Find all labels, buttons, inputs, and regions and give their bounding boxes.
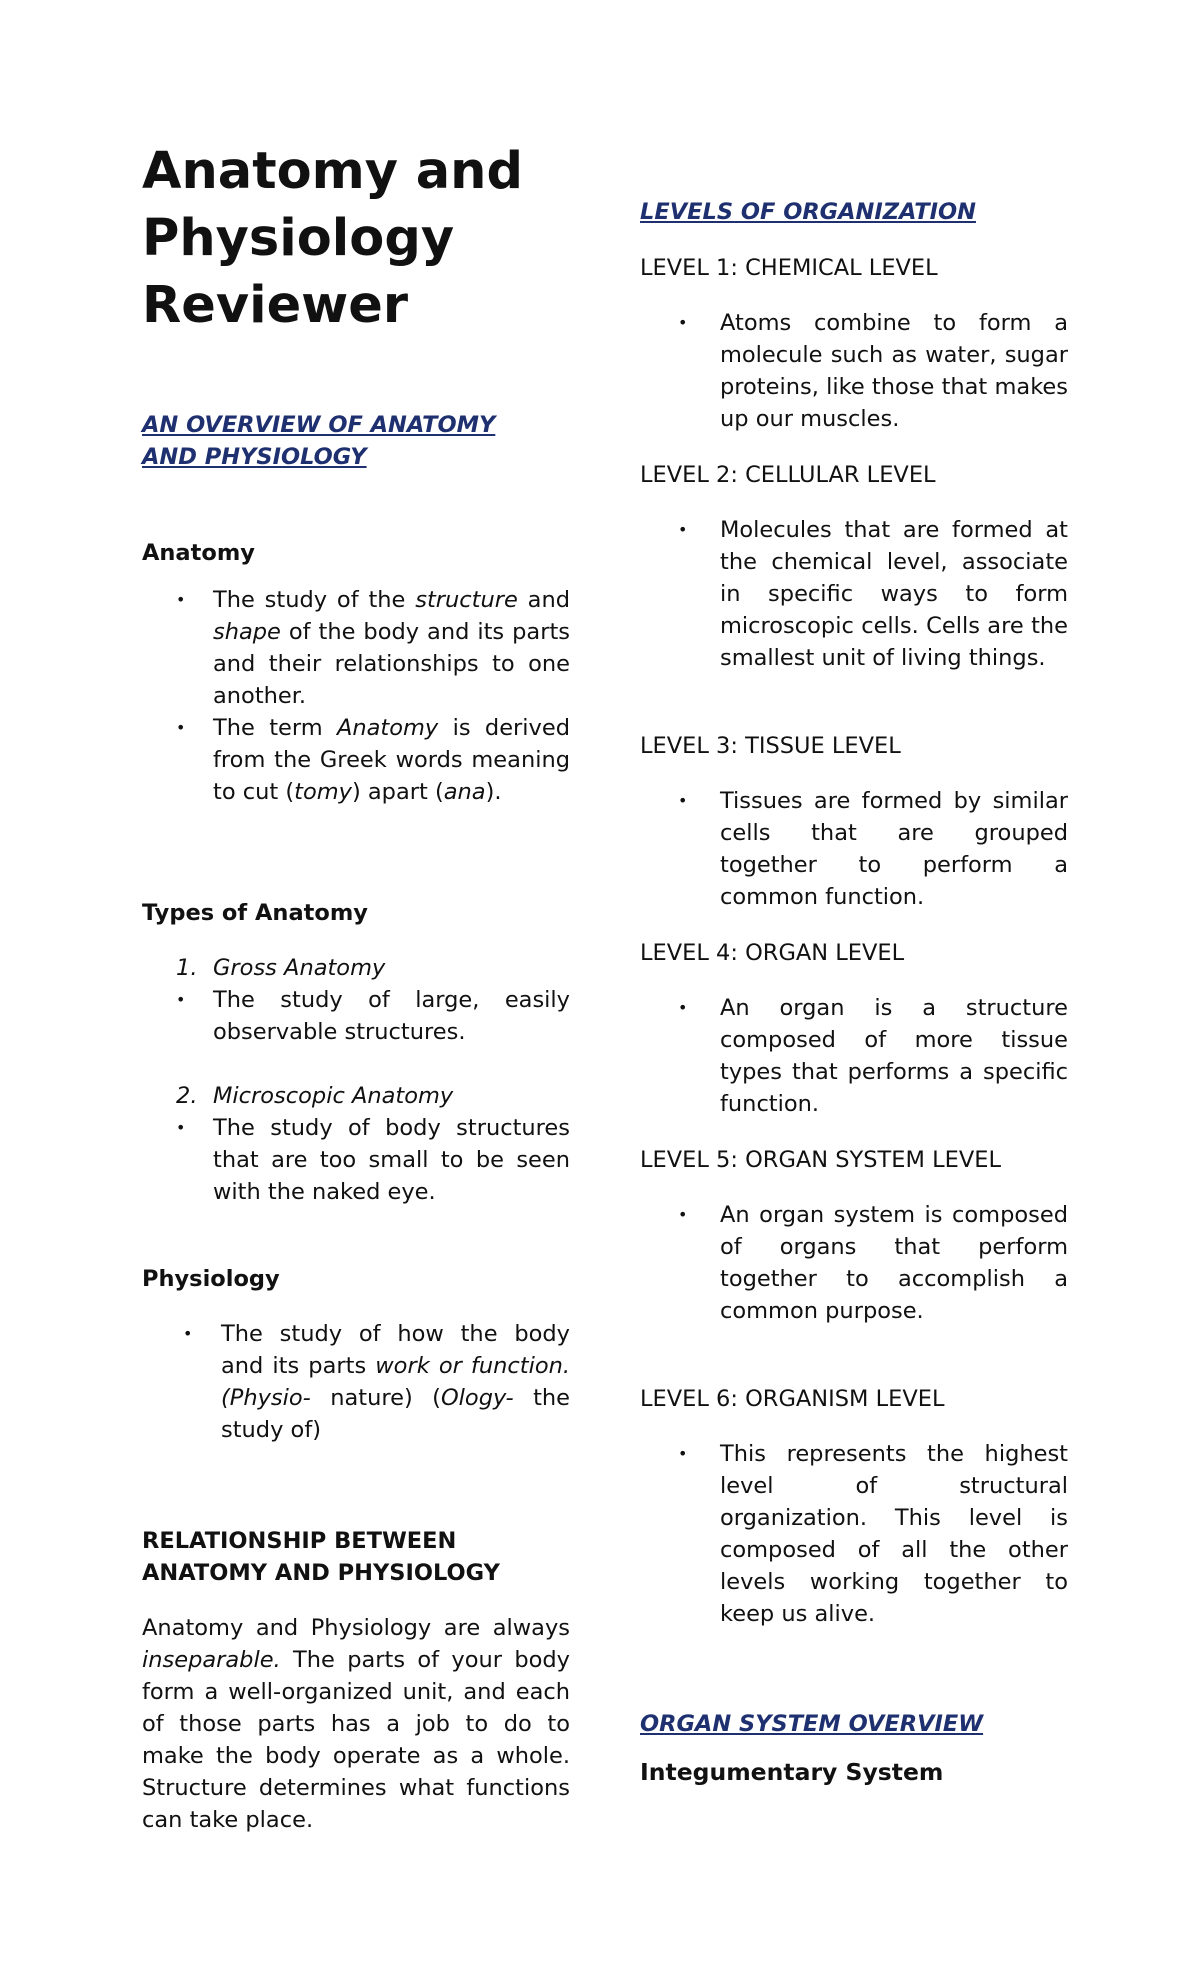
bullet-marker: •: [176, 990, 186, 1009]
bullet-marker: •: [678, 520, 688, 539]
relationship-heading: RELATIONSHIP BETWEEN ANATOMY AND PHYSIOLOGY: [142, 1528, 500, 1586]
level-1-bullet: • Atoms combine to form a molecule such as water, sugar proteins, like those that makes up our muscles.: [720, 307, 1068, 435]
overview-heading-link[interactable]: [142, 409, 495, 473]
emphasis-ology: Ology-: [440, 1385, 514, 1411]
anatomy-bullet-term: • The term Anatomy is derived from the Greek words meaning to cut (tomy) apart (ana).: [213, 712, 570, 808]
bullet-marker: •: [678, 313, 688, 332]
bullet-marker: •: [678, 791, 688, 810]
bullet-marker: •: [176, 1118, 186, 1137]
organ-system-heading-link[interactable]: ORGAN SYSTEM OVERVIEW: [640, 1711, 984, 1737]
title-line-2: Physiology: [142, 209, 455, 268]
list-item-label: Microscopic Anatomy: [213, 1083, 454, 1109]
microscopic-anatomy-bullet: • The study of body structures that are too small to be seen with the naked eye.: [213, 1112, 570, 1208]
level-3-label: LEVEL 3: TISSUE LEVEL: [640, 733, 901, 759]
level-1-label: LEVEL 1: CHEMICAL LEVEL: [640, 255, 938, 281]
level-2-label: LEVEL 2: CELLULAR LEVEL: [640, 462, 936, 488]
emphasis-physio: (Physio-: [221, 1385, 311, 1411]
relationship-paragraph: Anatomy and Physiology are always inseparable. The parts of your body form a well-organized unit, and each of those parts has a job to do to make the body operate as a whole. Structure determines what functions can take place.: [142, 1615, 570, 1833]
anatomy-heading: Anatomy: [142, 540, 255, 566]
list-number: 2.: [176, 1083, 198, 1109]
bullet-marker: •: [176, 718, 186, 737]
gross-anatomy-bullet: • The study of large, easily observable structures.: [213, 984, 570, 1048]
emphasis-ana: ana: [443, 779, 486, 805]
level-2-bullet: • Molecules that are formed at the chemical level, associate in specific ways to form microscopic cells. Cells are the smallest unit of living things.: [720, 514, 1068, 674]
physiology-heading: Physiology: [142, 1266, 280, 1292]
emphasis-structure: structure: [415, 587, 518, 613]
document-title: [142, 138, 523, 339]
levels-heading-link[interactable]: LEVELS OF ORGANIZATION: [640, 199, 976, 225]
numbered-item-microscopic-anatomy: [176, 1080, 570, 1112]
list-number: 1.: [176, 955, 198, 981]
level-4-label: LEVEL 4: ORGAN LEVEL: [640, 940, 905, 966]
emphasis-inseparable: inseparable.: [142, 1647, 281, 1673]
anatomy-bullet-structure: • The study of the structure and shape of the body and its parts and their relationships to one another.: [213, 584, 570, 712]
emphasis-anatomy: Anatomy: [336, 715, 439, 741]
bullet-marker: •: [176, 590, 186, 609]
level-6-label: LEVEL 6: ORGANISM LEVEL: [640, 1386, 945, 1412]
level-3-bullet: • Tissues are formed by similar cells that are grouped together to perform a common function.: [720, 785, 1068, 913]
emphasis-work-function: work or function.: [375, 1353, 570, 1379]
bullet-marker: •: [678, 1205, 688, 1224]
level-4-bullet: • An organ is a structure composed of more tissue types that performs a specific function.: [720, 992, 1068, 1120]
title-line-1: Anatomy and: [142, 142, 523, 201]
overview-heading-line-1: AN OVERVIEW OF ANATOMY: [142, 412, 496, 438]
bullet-marker: •: [678, 1444, 688, 1463]
level-5-label: LEVEL 5: ORGAN SYSTEM LEVEL: [640, 1147, 1001, 1173]
integumentary-system-heading: Integumentary System: [640, 1758, 944, 1786]
title-line-3: Reviewer: [142, 276, 409, 335]
emphasis-shape: shape: [213, 619, 281, 645]
emphasis-tomy: tomy: [294, 779, 352, 805]
list-item-label: Gross Anatomy: [213, 955, 386, 981]
physiology-bullet: • The study of how the body and its parts work or function. (Physio- nature) (Ology- the study of): [221, 1318, 570, 1446]
level-5-bullet: • An organ system is composed of organs that perform together to accomplish a common purpose.: [720, 1199, 1068, 1327]
bullet-marker: •: [183, 1324, 193, 1343]
types-of-anatomy-heading: Types of Anatomy: [142, 900, 368, 926]
level-6-bullet: • This represents the highest level of structural organization. This level is composed of all the other levels working together to keep us alive.: [720, 1438, 1068, 1630]
bullet-marker: •: [678, 998, 688, 1017]
overview-heading-line-2: AND PHYSIOLOGY: [142, 444, 367, 470]
numbered-item-gross-anatomy: [176, 952, 570, 984]
